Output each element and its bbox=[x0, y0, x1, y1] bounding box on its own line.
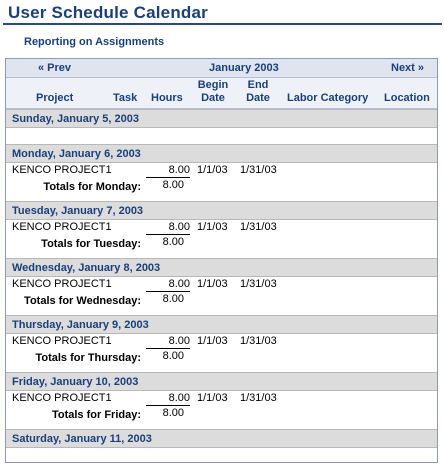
project-cell: KENCO PROJECT1 bbox=[12, 221, 112, 233]
page-title: User Schedule Calendar bbox=[8, 3, 208, 22]
day-header-wednesday: Wednesday, January 8, 2003 bbox=[6, 258, 437, 277]
day-header-sunday: Sunday, January 5, 2003 bbox=[6, 109, 437, 128]
project-cell: KENCO PROJECT1 bbox=[12, 278, 112, 290]
day-header-friday: Friday, January 10, 2003 bbox=[6, 372, 437, 391]
begin-date-cell: 1/1/03 bbox=[197, 392, 228, 404]
project-cell: KENCO PROJECT1 bbox=[12, 392, 112, 404]
hours-cell: 8.00 bbox=[146, 392, 190, 406]
month-navigation-bar bbox=[6, 59, 437, 77]
day-header-monday: Monday, January 6, 2003 bbox=[6, 144, 437, 163]
day-header-thursday: Thursday, January 9, 2003 bbox=[6, 315, 437, 334]
hours-cell: 8.00 bbox=[146, 335, 190, 349]
day-total-label: Totals for Tuesday: bbox=[41, 238, 141, 250]
day-total-hours: 8.00 bbox=[162, 236, 184, 248]
day-total-hours: 8.00 bbox=[162, 179, 184, 191]
begin-date-cell: 1/1/03 bbox=[197, 221, 228, 233]
end-date-cell: 1/31/03 bbox=[240, 278, 277, 290]
end-date-cell: 1/31/03 bbox=[240, 335, 277, 347]
day-total-label: Totals for Monday: bbox=[43, 181, 141, 193]
day-total-label: Totals for Thursday: bbox=[35, 352, 141, 364]
column-header-labor-category: Labor Category bbox=[287, 92, 369, 104]
schedule-calendar-grid bbox=[5, 58, 438, 463]
day-total-label: Totals for Wednesday: bbox=[24, 295, 141, 307]
column-header-task: Task bbox=[113, 92, 138, 104]
column-header-row bbox=[6, 77, 437, 109]
hours-cell: 8.00 bbox=[146, 164, 190, 178]
hours-cell: 8.00 bbox=[146, 278, 190, 292]
day-header-tuesday: Tuesday, January 7, 2003 bbox=[6, 201, 437, 220]
day-total-hours: 8.00 bbox=[162, 293, 184, 305]
day-total-label: Totals for Friday: bbox=[51, 409, 141, 421]
end-date-cell: 1/31/03 bbox=[240, 164, 277, 176]
begin-date-cell: 1/1/03 bbox=[197, 278, 228, 290]
column-header-project: Project bbox=[36, 92, 74, 104]
end-date-cell: 1/31/03 bbox=[240, 221, 277, 233]
next-month-link[interactable]: Next » bbox=[391, 62, 425, 74]
prev-month-link[interactable]: « Prev bbox=[38, 62, 72, 74]
column-header-begin-date: Begin Date bbox=[197, 79, 229, 104]
day-total-hours: 8.00 bbox=[162, 350, 184, 362]
column-header-hours: Hours bbox=[151, 92, 183, 104]
day-header-saturday: Saturday, January 11, 2003 bbox=[6, 429, 437, 448]
title-divider bbox=[3, 23, 442, 25]
end-date-cell: 1/31/03 bbox=[240, 392, 277, 404]
page-subtitle: Reporting on Assignments bbox=[24, 36, 165, 48]
project-cell: KENCO PROJECT1 bbox=[12, 164, 112, 176]
begin-date-cell: 1/1/03 bbox=[197, 335, 228, 347]
column-header-location: Location bbox=[384, 92, 430, 104]
project-cell: KENCO PROJECT1 bbox=[12, 335, 112, 347]
column-header-end-date: End Date bbox=[246, 79, 270, 104]
current-month-label: January 2003 bbox=[209, 62, 279, 74]
begin-date-cell: 1/1/03 bbox=[197, 164, 228, 176]
hours-cell: 8.00 bbox=[146, 221, 190, 235]
day-total-hours: 8.00 bbox=[162, 407, 184, 419]
